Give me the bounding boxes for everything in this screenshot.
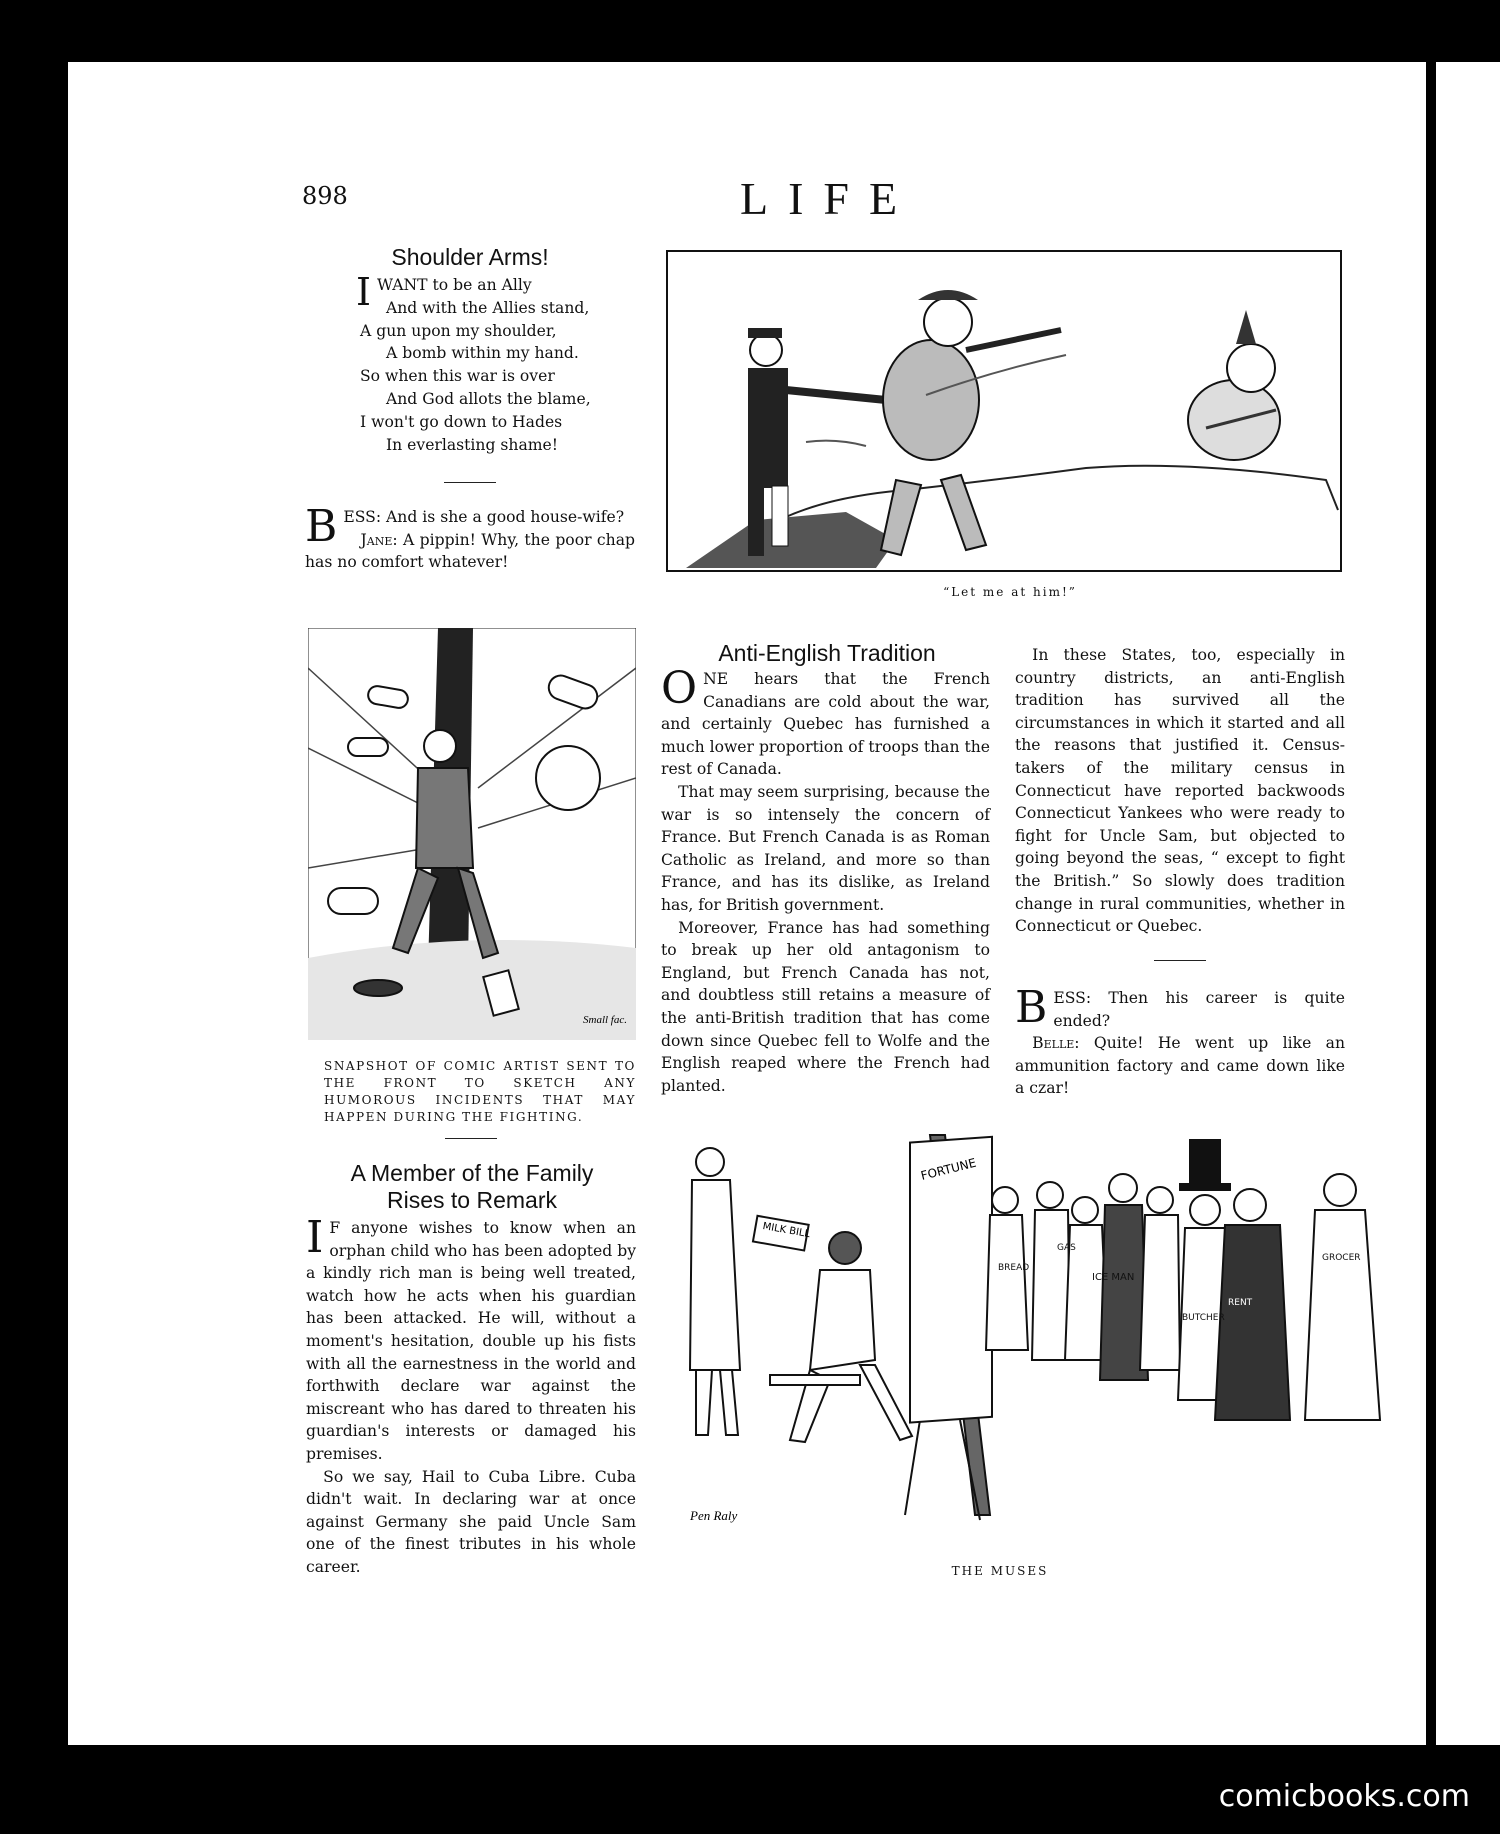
poem-line: A gun upon my shoulder, — [360, 321, 557, 340]
poem-line: WANT to be an Ally — [377, 276, 532, 294]
label-butcher: BUTCHER — [1182, 1313, 1225, 1323]
article-paragraph: Moreover, France has had something to break up her old antagonism to England, but French Canada has not, and doubtless still retains a measure of the anti-British tradition that has come down since Quebec fell to Wolfe and the English reaped where the French had planted. — [661, 918, 990, 1095]
member-title — [310, 1160, 634, 1214]
article-paragraph: NE hears that the French Canadians are cold about the war, and certainly Quebec has furnished a much lower proportion of troops than the rest of Canada. — [661, 670, 990, 779]
masthead: LIFE — [740, 173, 918, 224]
label-rent: RENT — [1228, 1298, 1253, 1308]
sign-fortune: FORTUNE — [919, 1155, 978, 1183]
dialogue-dropcap: B — [305, 501, 338, 552]
divider — [444, 482, 496, 483]
article-paragraph: In these States, too, especially in country districts, an anti-English tradition has survived all the circumstances in which it started and all the reasons that justified it. Census-takers of the military census in Connecticut have reported backwoods Connecticut Yankees who were ready to fight for Uncle Sam, but objected to going beyond the seas, “ except to fight the British.” So slowly does tradition change in rural communities, whether in Connecticut or Quebec. — [1015, 646, 1345, 936]
cartoon-signature: Small fac. — [583, 1014, 627, 1026]
label-gas: GAS — [1057, 1243, 1076, 1253]
member-title-line: Rises to Remark — [387, 1187, 557, 1213]
member-paragraph: F anyone wishes to know when an orphan child who has been adopted by a kindly rich man is being well treated, watch how he acts when his guardian has been attacked. He will, without a moment's hesitation, double up his fists with all the earnestness in the world and forthwith declare war against the miscreant who has dared to threaten his guardian's interests or damaged his premises. — [306, 1219, 636, 1463]
dialogue-line: And is she a good house-wife? — [386, 508, 625, 526]
cartoon-caption: “Let me at him!” — [943, 585, 1077, 599]
label-ice-man: ICE MAN — [1092, 1272, 1135, 1283]
dialogue-line: Then his career is quite ended? — [1053, 989, 1345, 1030]
speaker-jane: Jane: — [360, 530, 398, 549]
speaker-bess: ESS: — [1053, 989, 1092, 1007]
member-article — [306, 1212, 636, 1579]
divider — [445, 1138, 497, 1139]
cartoon-signature: Pen Raly — [690, 1508, 738, 1523]
dialogue-dropcap: B — [1015, 982, 1048, 1033]
poem-title: Shoulder Arms! — [391, 244, 549, 270]
article-column-2 — [1015, 644, 1345, 938]
cartoon-comic-artist — [308, 628, 636, 1040]
cartoon-the-muses — [660, 1120, 1420, 1540]
member-paragraph: So we say, Hail to Cuba Libre. Cuba didn't wait. In declaring war at once against Germany she paid Uncle Sam one of the finest tributes in his whole career. — [306, 1467, 636, 1576]
poem-line: And God allots the blame, — [386, 389, 591, 408]
dialogue-line: A pippin! Why, the poor chap has no comfort whatever! — [305, 530, 635, 572]
cartoon-let-me-at-him — [666, 250, 1342, 572]
poem-line: So when this war is over — [360, 367, 555, 386]
member-dropcap: I — [306, 1212, 324, 1263]
dialogue-bess-jane — [305, 501, 635, 574]
article-paragraph: That may seem surprising, because the war is so intensely the concern of France. But French Canada is as Roman Catholic as Ireland, and more so than France, and has its dislike, as Ireland has, for British government. — [661, 782, 990, 914]
cartoon-caption: THE MUSES — [951, 1564, 1049, 1578]
speaker-belle: Belle: — [1032, 1034, 1080, 1053]
article-title: Anti-English Tradition — [718, 640, 936, 666]
poem-body — [356, 270, 636, 456]
site-watermark: comicbooks.com — [1218, 1779, 1470, 1814]
speaker-bess: ESS: — [343, 508, 382, 526]
page-number: 898 — [302, 182, 348, 210]
cartoon-caption: SNAPSHOT OF COMIC ARTIST SENT TO THE FRONT TO SKETCH ANY HUMOROUS INCIDENTS THAT MAY HAPPEN DURING THE FIGHTING. — [324, 1059, 636, 1124]
poem-line: And with the Allies stand, — [386, 298, 590, 317]
member-title-line: A Member of the Family — [350, 1160, 594, 1186]
article-column-1 — [661, 663, 990, 1097]
dialogue-line: Quite! He went up like an ammunition factory and came down like a czar! — [1015, 1034, 1345, 1098]
dialogue-bess-belle — [1015, 982, 1345, 1100]
sign-milk-bill: MILK BILL — [761, 1220, 811, 1241]
label-grocer: GROCER — [1322, 1253, 1361, 1263]
article-dropcap: O — [661, 663, 698, 714]
poem-line: A bomb within my hand. — [386, 344, 579, 363]
poem-line: I won't go down to Hades — [360, 412, 563, 431]
poem-dropcap: I — [356, 270, 372, 314]
poem-line: In everlasting shame! — [386, 435, 559, 454]
label-bread: BREAD — [998, 1263, 1030, 1273]
next-page-edge — [1428, 62, 1500, 1745]
divider — [1154, 960, 1206, 961]
